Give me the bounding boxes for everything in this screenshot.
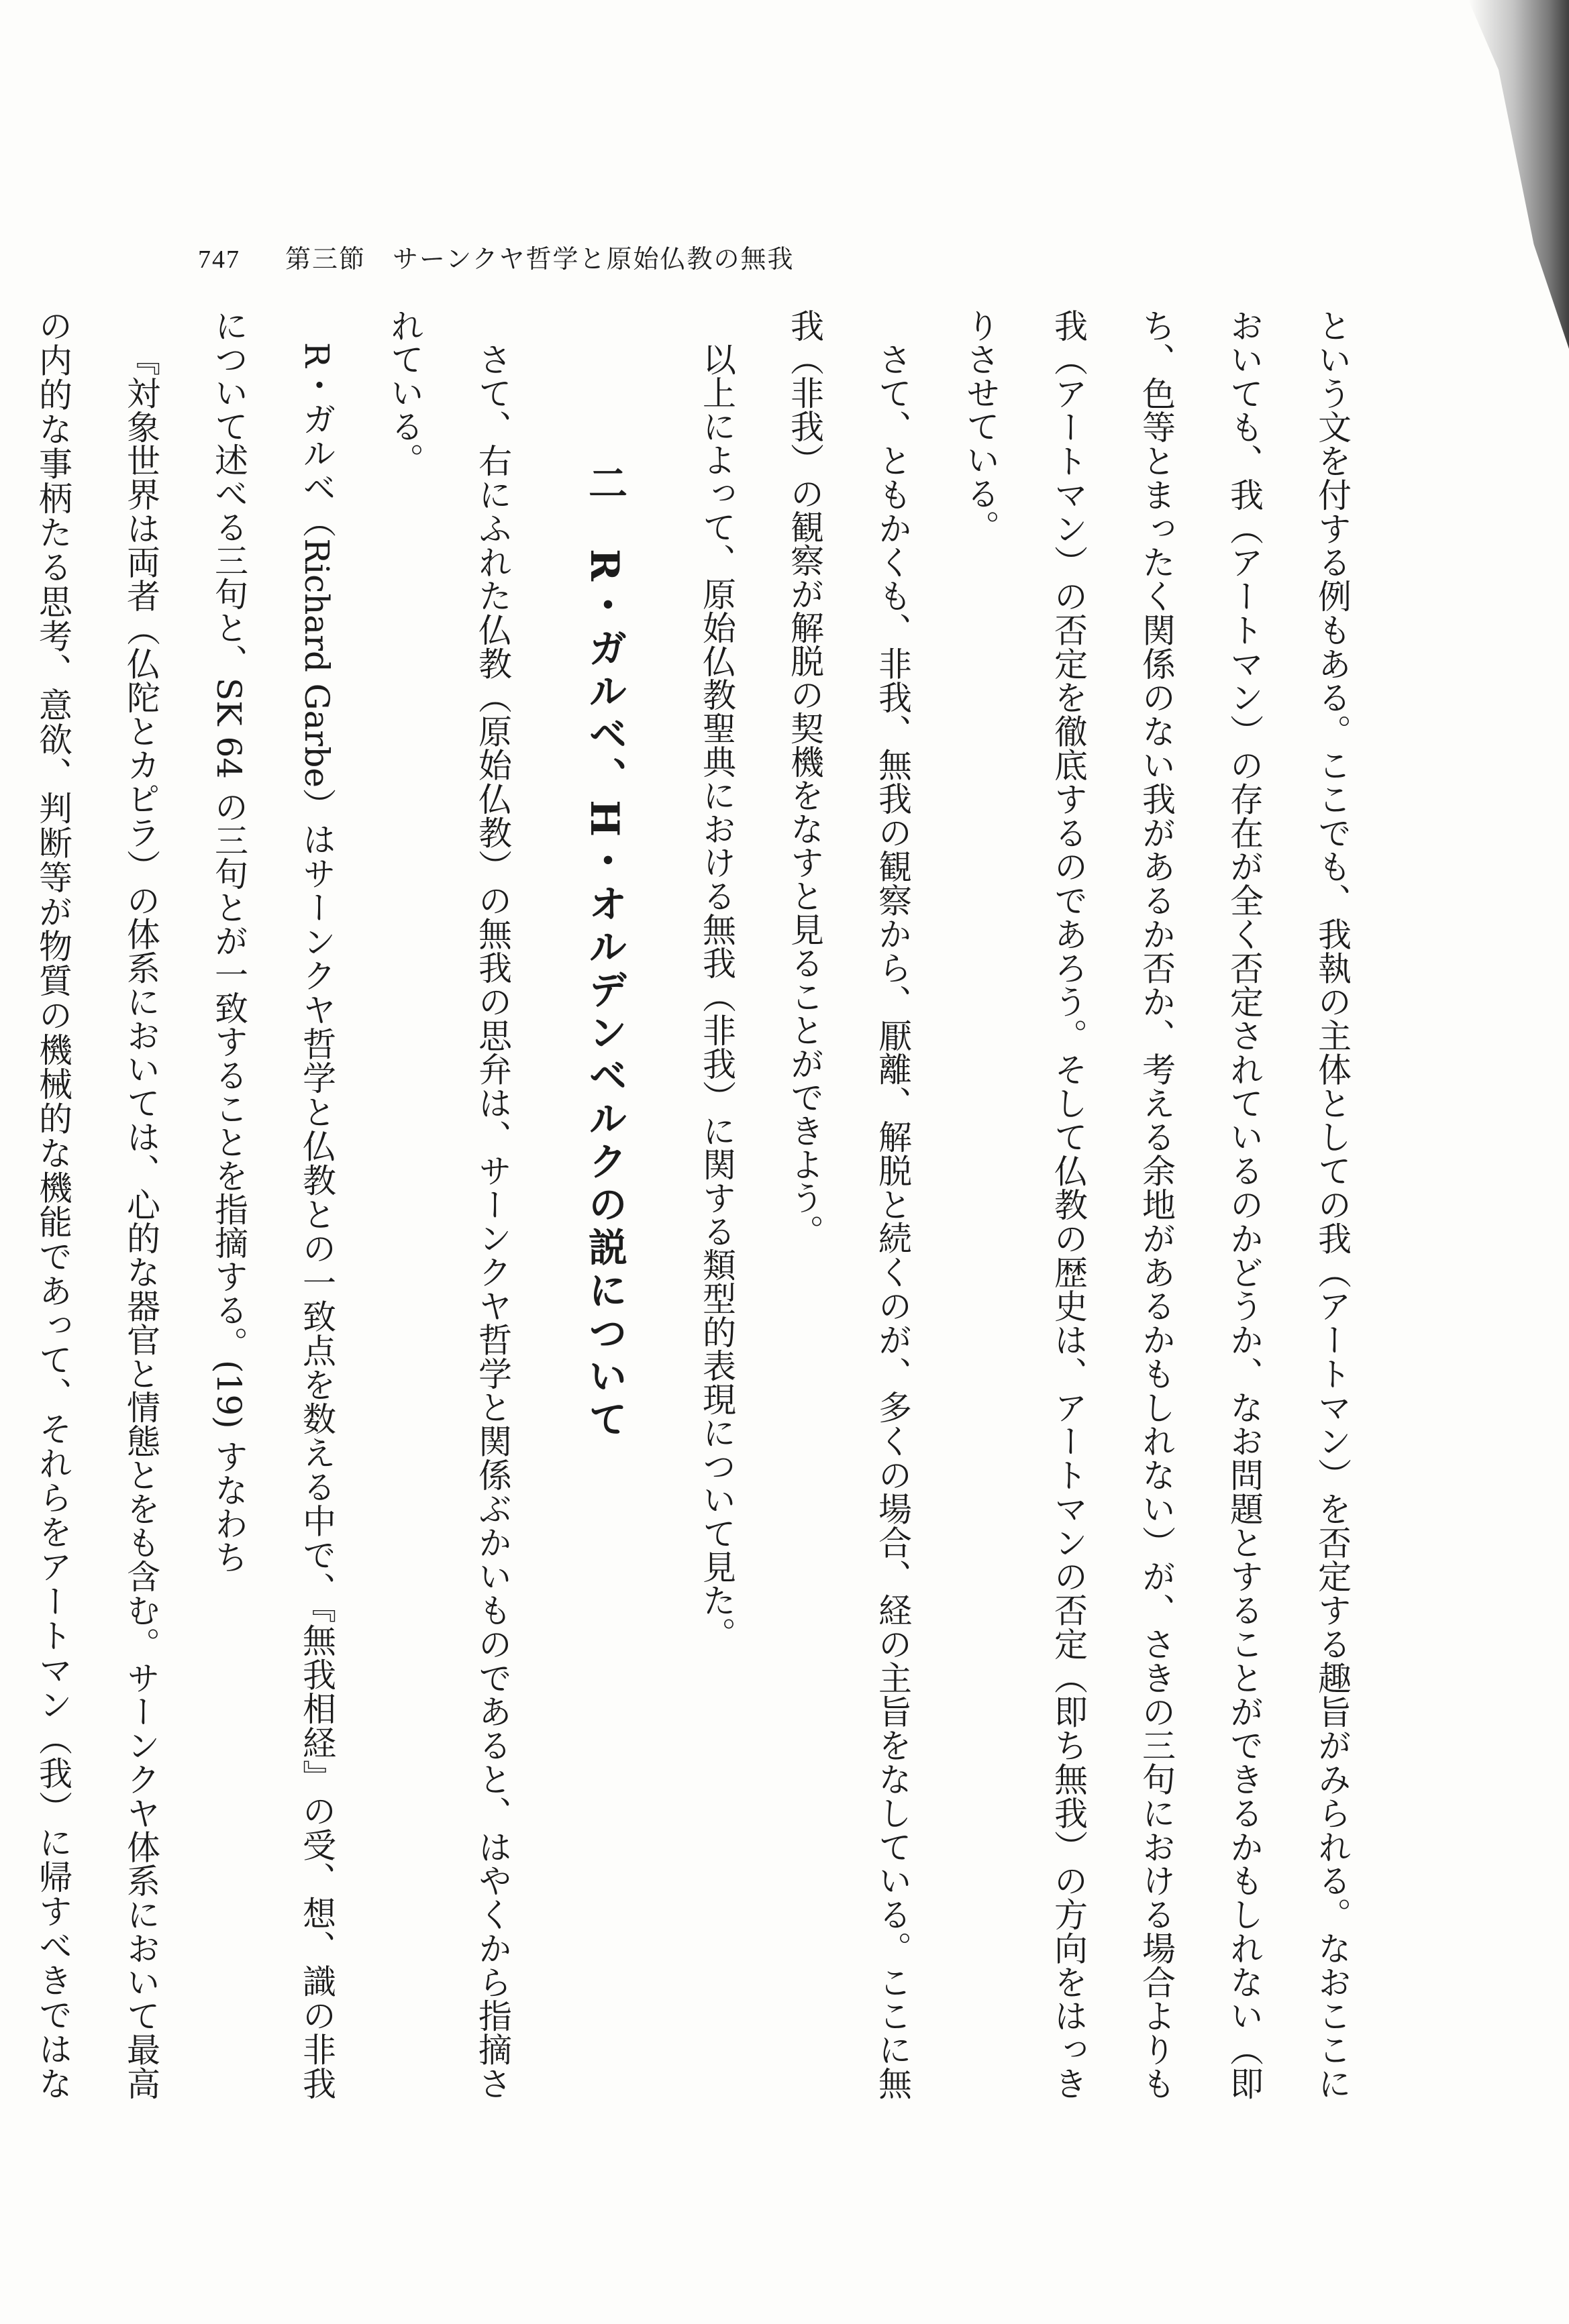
paragraph: という文を付する例もある。ここでも、我執の主体としての我（アートマン）を否定する趣旨がみられる。なおここにおいても、我（アートマン）の存在が全く否定されているのかどうか、なお問題とすることができるかもしれない（即ち、色等とまったく関係のない我があるか否か、考える余地があるかもしれない）が、さきの三句における場合よりも我（アートマン）の否定を徹底するのであろう。そして仏教の歴史は、アートマンの否定（即ち無我）の方向をはっきりさせている。	[961, 309, 1352, 2100]
running-head	[198, 238, 794, 275]
paragraph: さて、右にふれた仏教（原始仏教）の無我の思弁は、サーンクヤ哲学と関係ぶかいものであると、はやくから指摘されている。	[385, 309, 512, 2100]
paragraph: R・ガルベ（Richard Garbe）はサーンクヤ哲学と仏教との一致点を数える中で、『無我相経』の受、想、識の非我について述べる三句と、SK 64 の三句とが一致することを指摘する。(19) すなわち	[209, 309, 336, 2100]
chapter-title: 第三節 サーンクヤ哲学と原始仏教の無我	[285, 244, 795, 274]
scan-binding-shadow	[1468, 0, 1569, 349]
section-heading: 二 R・ガルベ、H・オルデンベルクの説について	[582, 463, 627, 1442]
page-number: 747	[198, 246, 240, 274]
paragraph: 以上によって、原始仏教聖典における無我（非我）に関する類型的表現について見た。	[697, 342, 736, 1650]
paragraph: 『対象世界は両者（仏陀とカピラ）の体系においては、心的な器官と情態とをも含む。サーンクヤ体系において最高の内的な事柄たる思考、意欲、判断等が物質の機械的な機能であって、それらをアートマン（我）に帰すべきではな	[34, 309, 160, 2101]
paragraph: さて、ともかくも、非我、無我の観察から、厭離、解脱と続くのが、多くの場合、経の主旨をなしている。ここに無我（非我）の観察が解脱の契機をなすと見ることができよう。	[785, 309, 912, 2100]
vertical-body-text	[34, 309, 1376, 2101]
